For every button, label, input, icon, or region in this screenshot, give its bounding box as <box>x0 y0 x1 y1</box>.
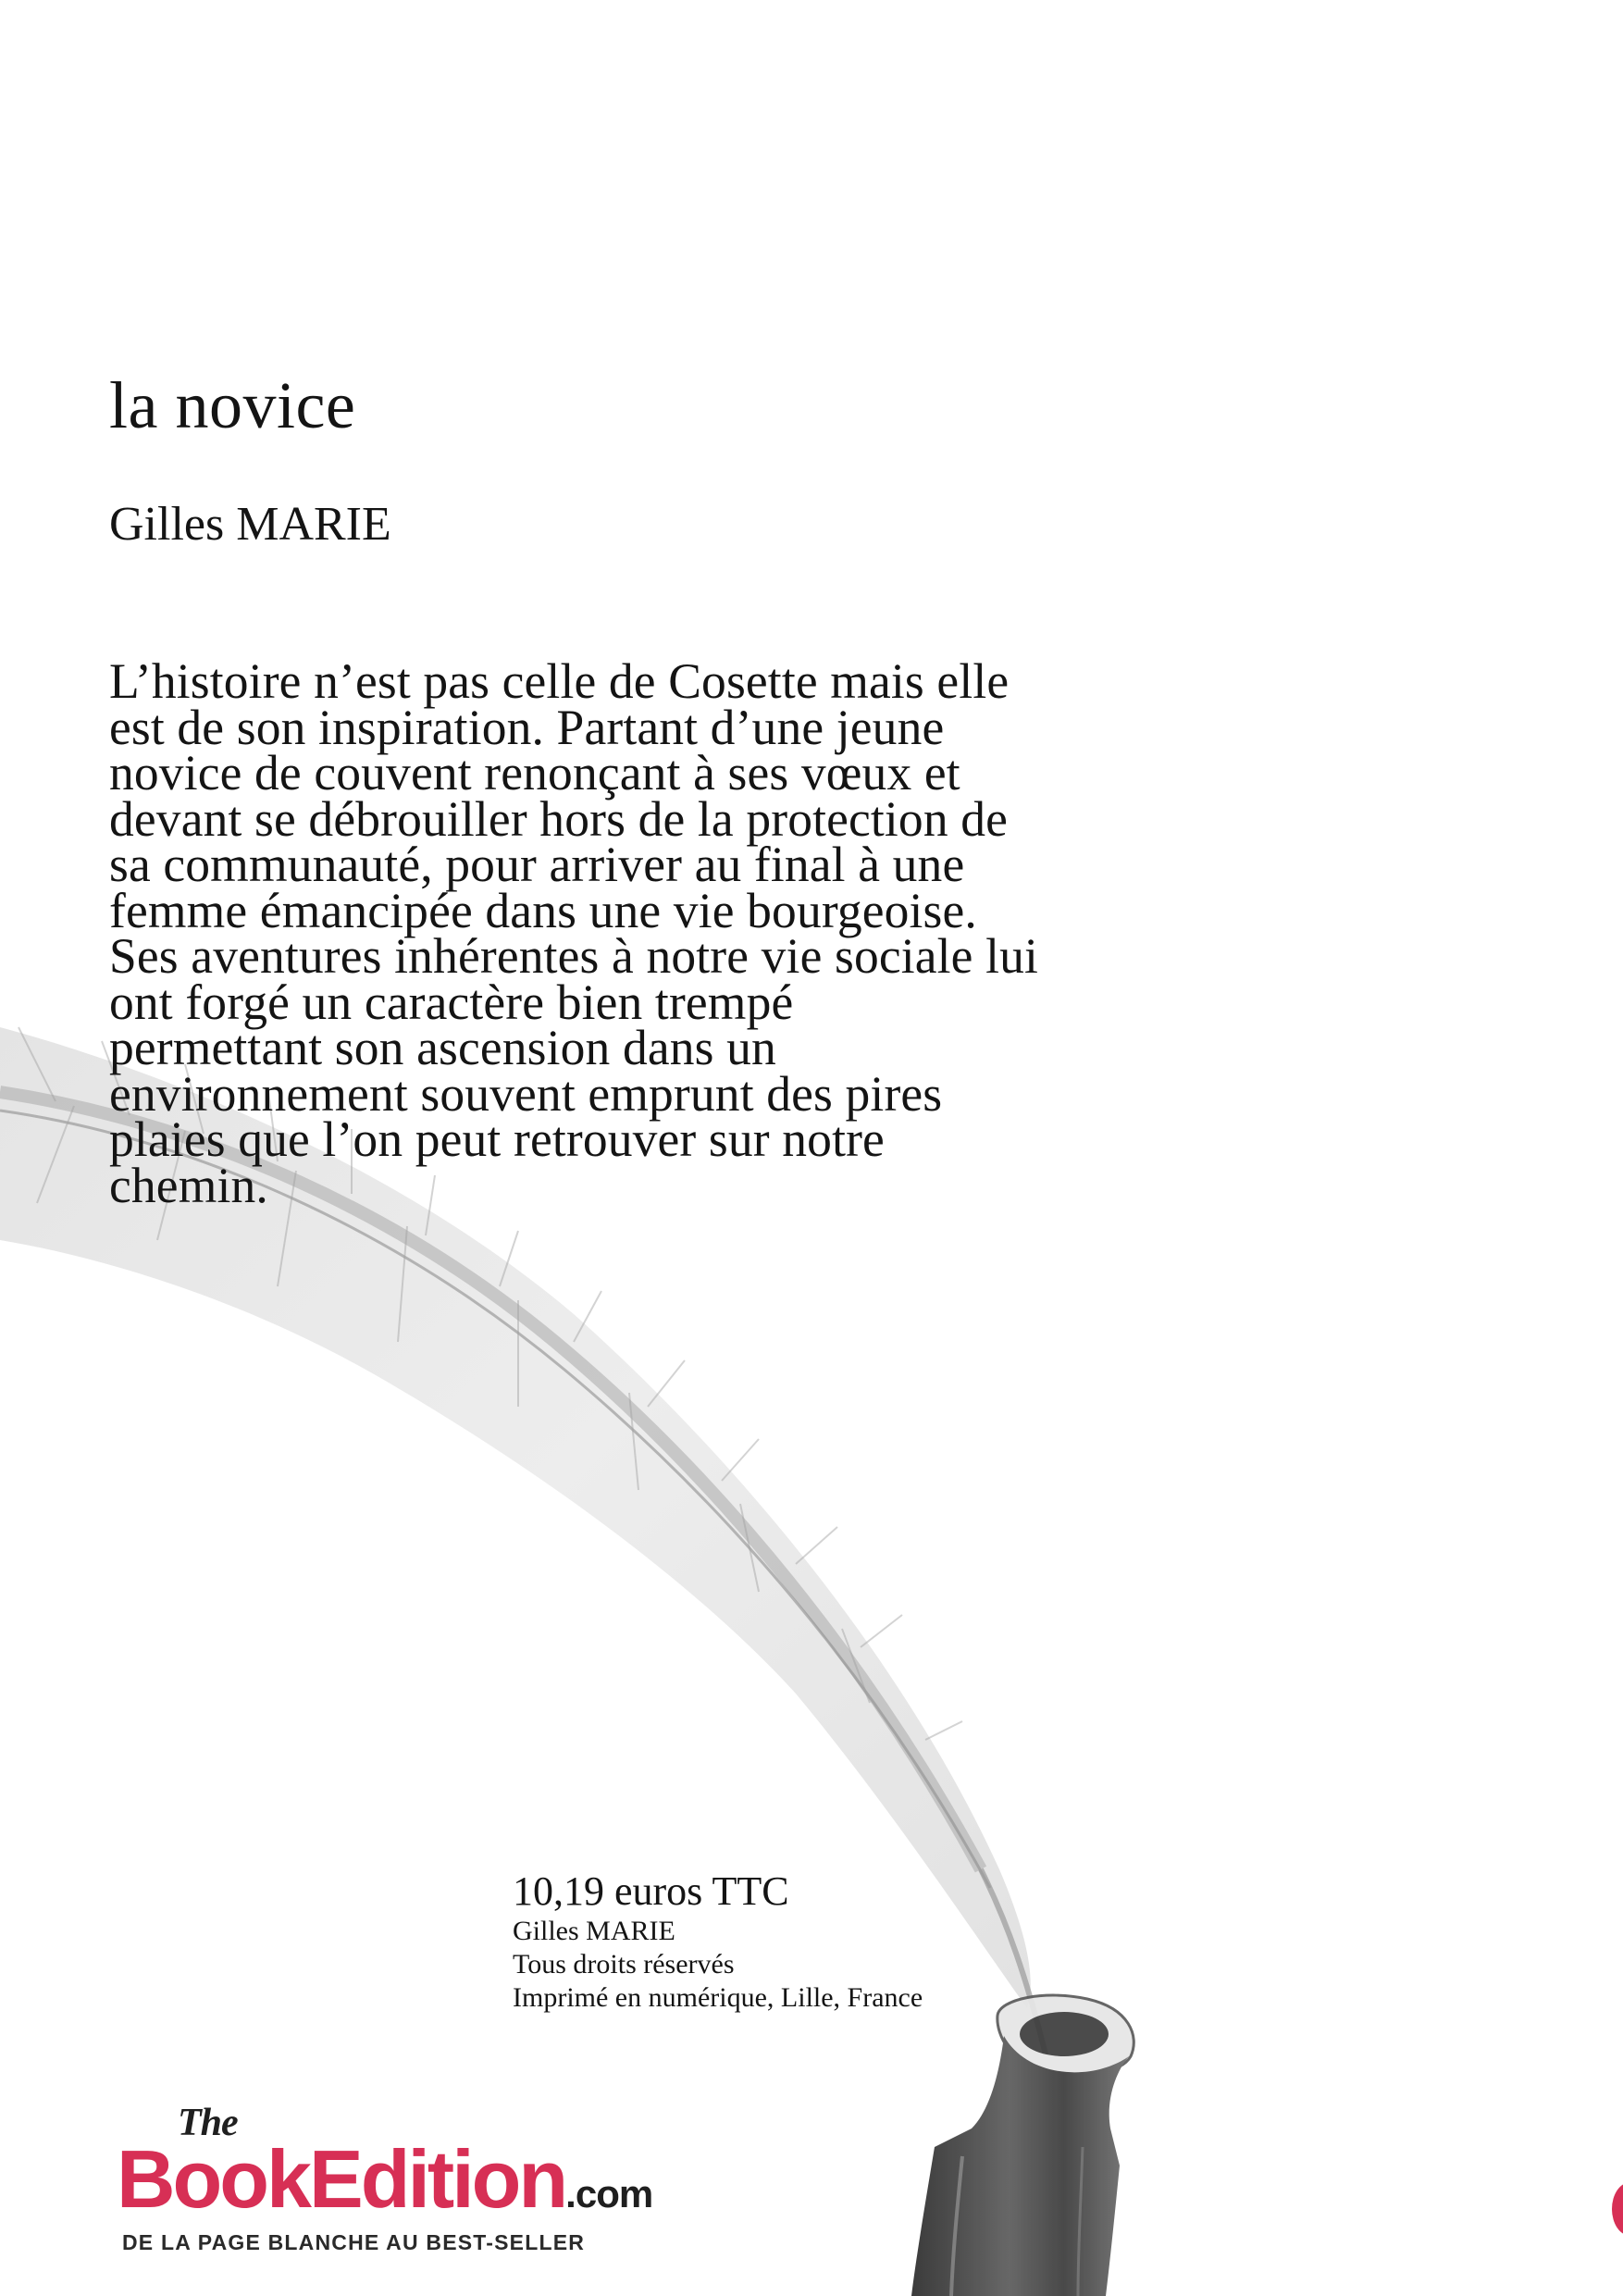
blurb-line: environnement souvent emprunt des pires <box>109 1065 943 1122</box>
book-title: la novice <box>109 368 356 442</box>
publisher-tagline: DE LA PAGE BLANCHE AU BEST-SELLER <box>122 2230 586 2254</box>
price-label: 10,19 euros TTC <box>513 1868 789 1914</box>
logo-wordmark <box>117 2132 652 2227</box>
imprint-block <box>513 1868 923 2017</box>
blurb-line: femme émancipée dans une vie bourgeoise. <box>109 882 977 938</box>
blurb-line: est de son inspiration. Partant d’une jeune <box>109 699 945 755</box>
logo-name: BookEdition <box>117 2133 566 2225</box>
blurb-line: devant se débrouiller hors de la protection de <box>109 790 1009 847</box>
blurb-line: novice de couvent renonçant à ses vœux et <box>109 745 960 800</box>
blurb-line: chemin. <box>109 1157 268 1213</box>
blurb-line: plaies que l’on peut retrouver sur notre <box>109 1111 885 1167</box>
book-blurb <box>109 653 1257 1213</box>
blurb-line: permettant son ascension dans un <box>109 1020 776 1075</box>
blurb-line: Ses aventures inhérentes à notre vie sociale lui <box>109 928 1039 984</box>
logo-domain: .com <box>565 2172 653 2215</box>
blurb-line: sa communauté, pour arriver au final à une <box>109 837 965 892</box>
blurb-line: ont forgé un caractère bien trempé <box>109 974 794 1030</box>
logo-the: The <box>178 2102 238 2144</box>
blurb-line: L’histoire n’est pas celle de Cosette mais elle <box>109 653 1010 709</box>
book-author: Gilles MARIE <box>109 498 391 551</box>
imprint-author: Gilles MARIE <box>513 1916 675 1946</box>
rights-notice: Tous droits réservés <box>513 1949 735 1980</box>
print-location: Imprimé en numérique, Lille, France <box>513 1982 923 2013</box>
